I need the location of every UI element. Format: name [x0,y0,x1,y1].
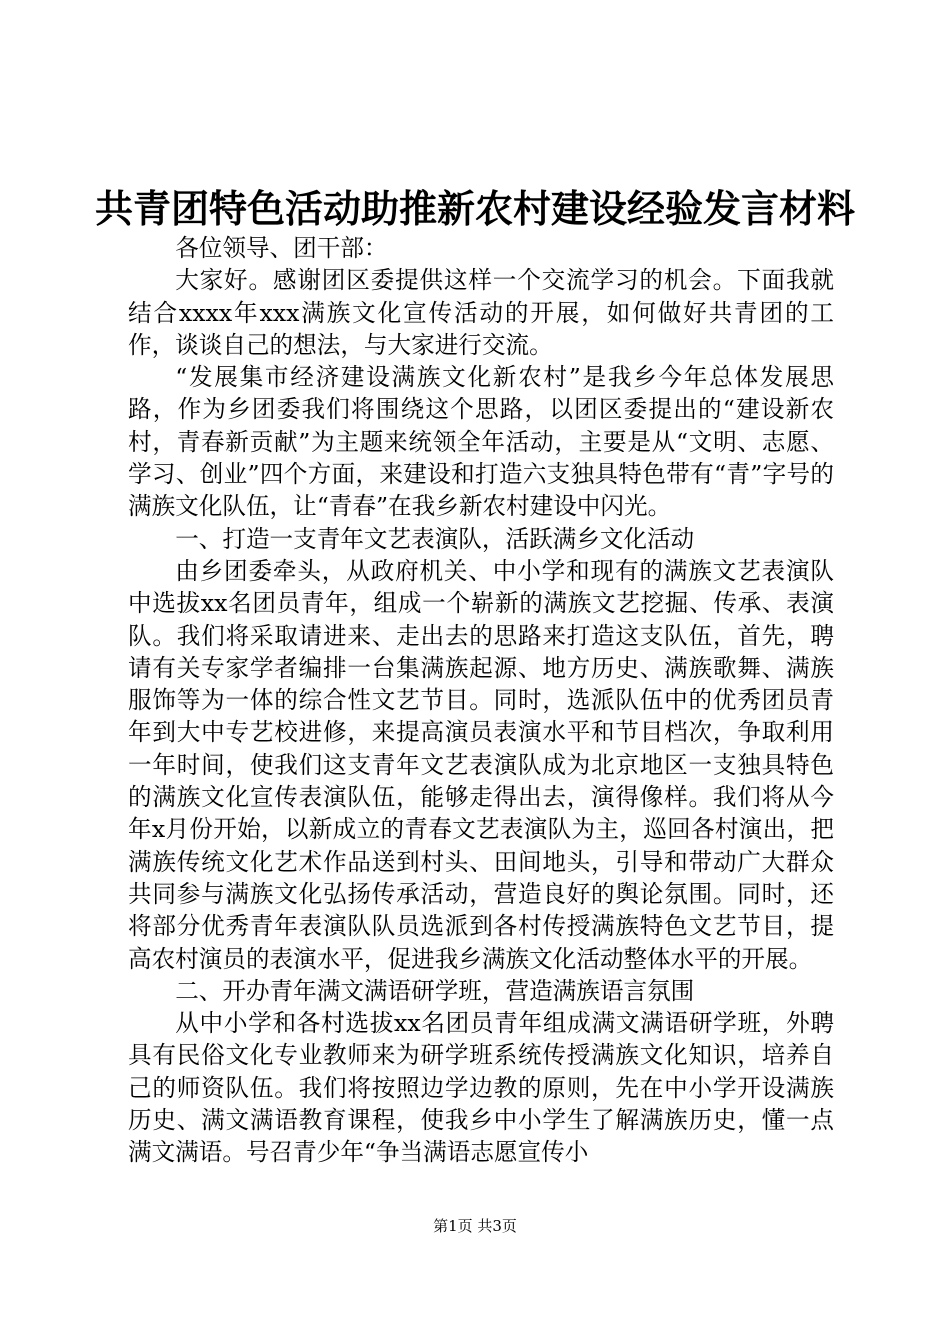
body-paragraph: 大家好。感谢团区委提供这样一个交流学习的机会。下面我就结合xxxx年xxx满族文化宣传活动的开展，如何做好共青团的工作，谈谈自己的想法，与大家进行交流。 [128,266,834,359]
salutation-paragraph: 各位领导、团干部： [175,234,388,262]
document-title: 共青团特色活动助推新农村建设经验发言材料 [94,186,855,231]
section-heading: 二、开办青年满文满语研学班，营造满族语言氛围 [175,976,695,1005]
body-paragraph: “发展集市经济建设满族文化新农村”是我乡今年总体发展思路，作为乡团委我们将围绕这个思路，以团区委提出的“建设新农村，青春新贡献”为主题来统领全年活动，主要是从“文明、志愿、学习、创业”四个方面，来建设和打造六支独具特色带有“青”字号的满族文化队伍，让“青春”在我乡新农村建设中闪光。 [128,363,834,521]
body-paragraph: 从中小学和各村选拔xx名团员青年组成满文满语研学班，外聘具有民俗文化专业教师来为研学班系统传授满族文化知识，培养自己的师资队伍。我们将按照边学边教的原则，先在中小学开设满族历史、满文满语教育课程，使我乡中小学生了解满族历史，懂一点满文满语。号召青少年“争当满语志愿宣传小 [128,1009,834,1167]
page-footer: 第1页 共3页 [433,1217,517,1235]
document-body [128,232,834,1169]
section-heading: 一、打造一支青年文艺表演队，活跃满乡文化活动 [175,524,695,553]
body-paragraph: 由乡团委牵头，从政府机关、中小学和现有的满族文艺表演队中选拔xx名团员青年，组成一个崭新的满族文艺挖掘、传承、表演队。我们将采取请进来、走出去的思路来打造这支队伍，首先，聘请有关专家学者编排一台集满族起源、地方历史、满族歌舞、满族服饰等为一体的综合性文艺节目。同时，选派队伍中的优秀团员青年到大中专艺校进修，来提高演员表演水平和节目档次，争取利用一年时间，使我们这支青年文艺表演队成为北京地区一支独具特色的满族文化宣传表演队伍，能够走得出去，演得像样。我们将从今年x月份开始，以新成立的青春文艺表演队为主，巡回各村演出，把满族传统文化艺术作品送到村头、田间地头，引导和带动广大群众共同参与满族文化弘扬传承活动，营造良好的舆论氛围。同时，还将部分优秀青年表演队队员选派到各村传授满族特色文艺节目，提高农村演员的表演水平，促进我乡满族文化活动整体水平的开展。 [128,556,834,973]
